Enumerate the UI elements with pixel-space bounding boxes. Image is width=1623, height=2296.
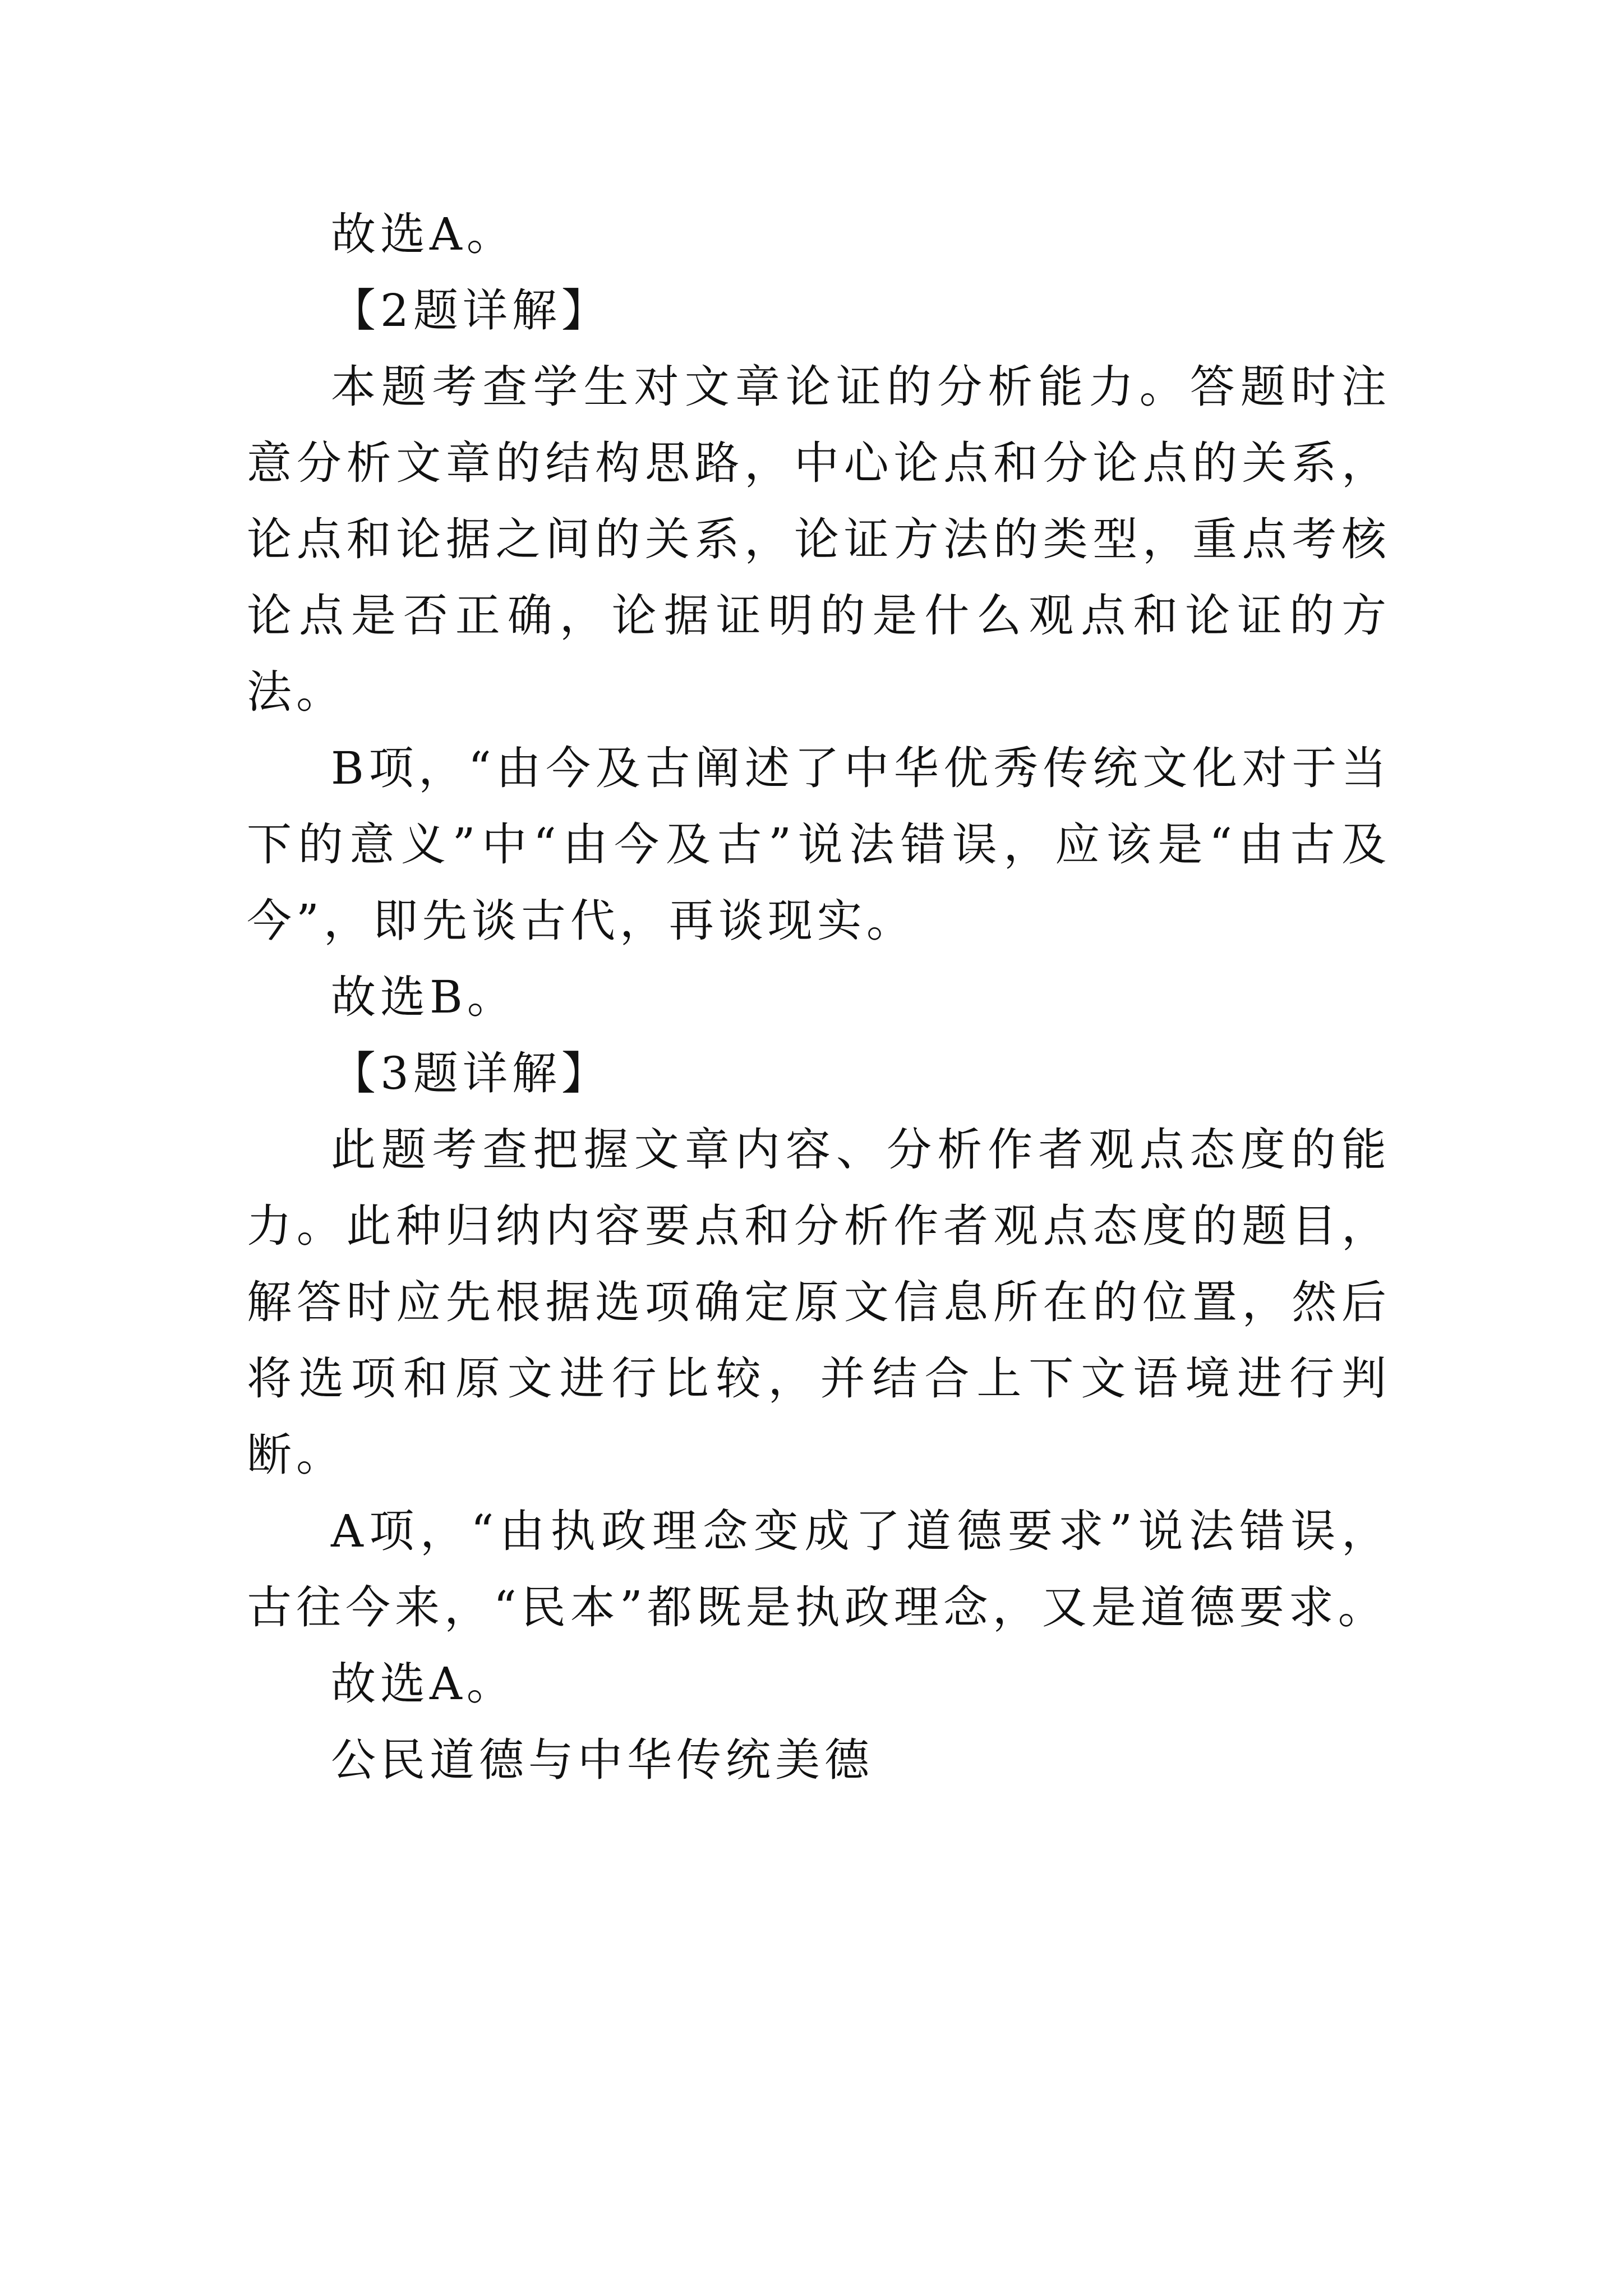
q2-option-analysis: B项，“由今及古阐述了中华优秀传统文化对于当下的意义”中“由今及古”说法错误，应该是“由古及今”，即先谈古代，再谈现实。	[247, 742, 1391, 947]
q3-explanation: 此题考查把握文章内容、分析作者观点态度的能力。此种归纳内容要点和分析作者观点态度的题目，解答时应先根据选项确定原文信息所在的位置，然后将选项和原文进行比较，并结合上下文语境进行判断。	[247, 1124, 1391, 1481]
document-page	[247, 196, 1391, 1798]
section-heading-q3: 【3题详解】	[331, 1047, 611, 1099]
section-heading-q2: 【2题详解】	[331, 284, 611, 337]
answer-choice-1: 故选A。	[331, 208, 516, 260]
answer-choice-2: 故选B。	[331, 971, 517, 1023]
closing-title: 公民道德与中华传统美德	[331, 1734, 874, 1786]
answer-choice-3: 故选A。	[331, 1658, 516, 1710]
q3-option-analysis: A项，“由执政理念变成了道德要求”说法错误，古往今来，“民本”都既是执政理念，又是道德要求。	[247, 1505, 1391, 1634]
q2-explanation: 本题考查学生对文章论证的分析能力。答题时注意分析文章的结构思路，中心论点和分论点的关系，论点和论据之间的关系，论证方法的类型，重点考核论点是否正确，论据证明的是什么观点和论证的方法。	[247, 361, 1391, 718]
